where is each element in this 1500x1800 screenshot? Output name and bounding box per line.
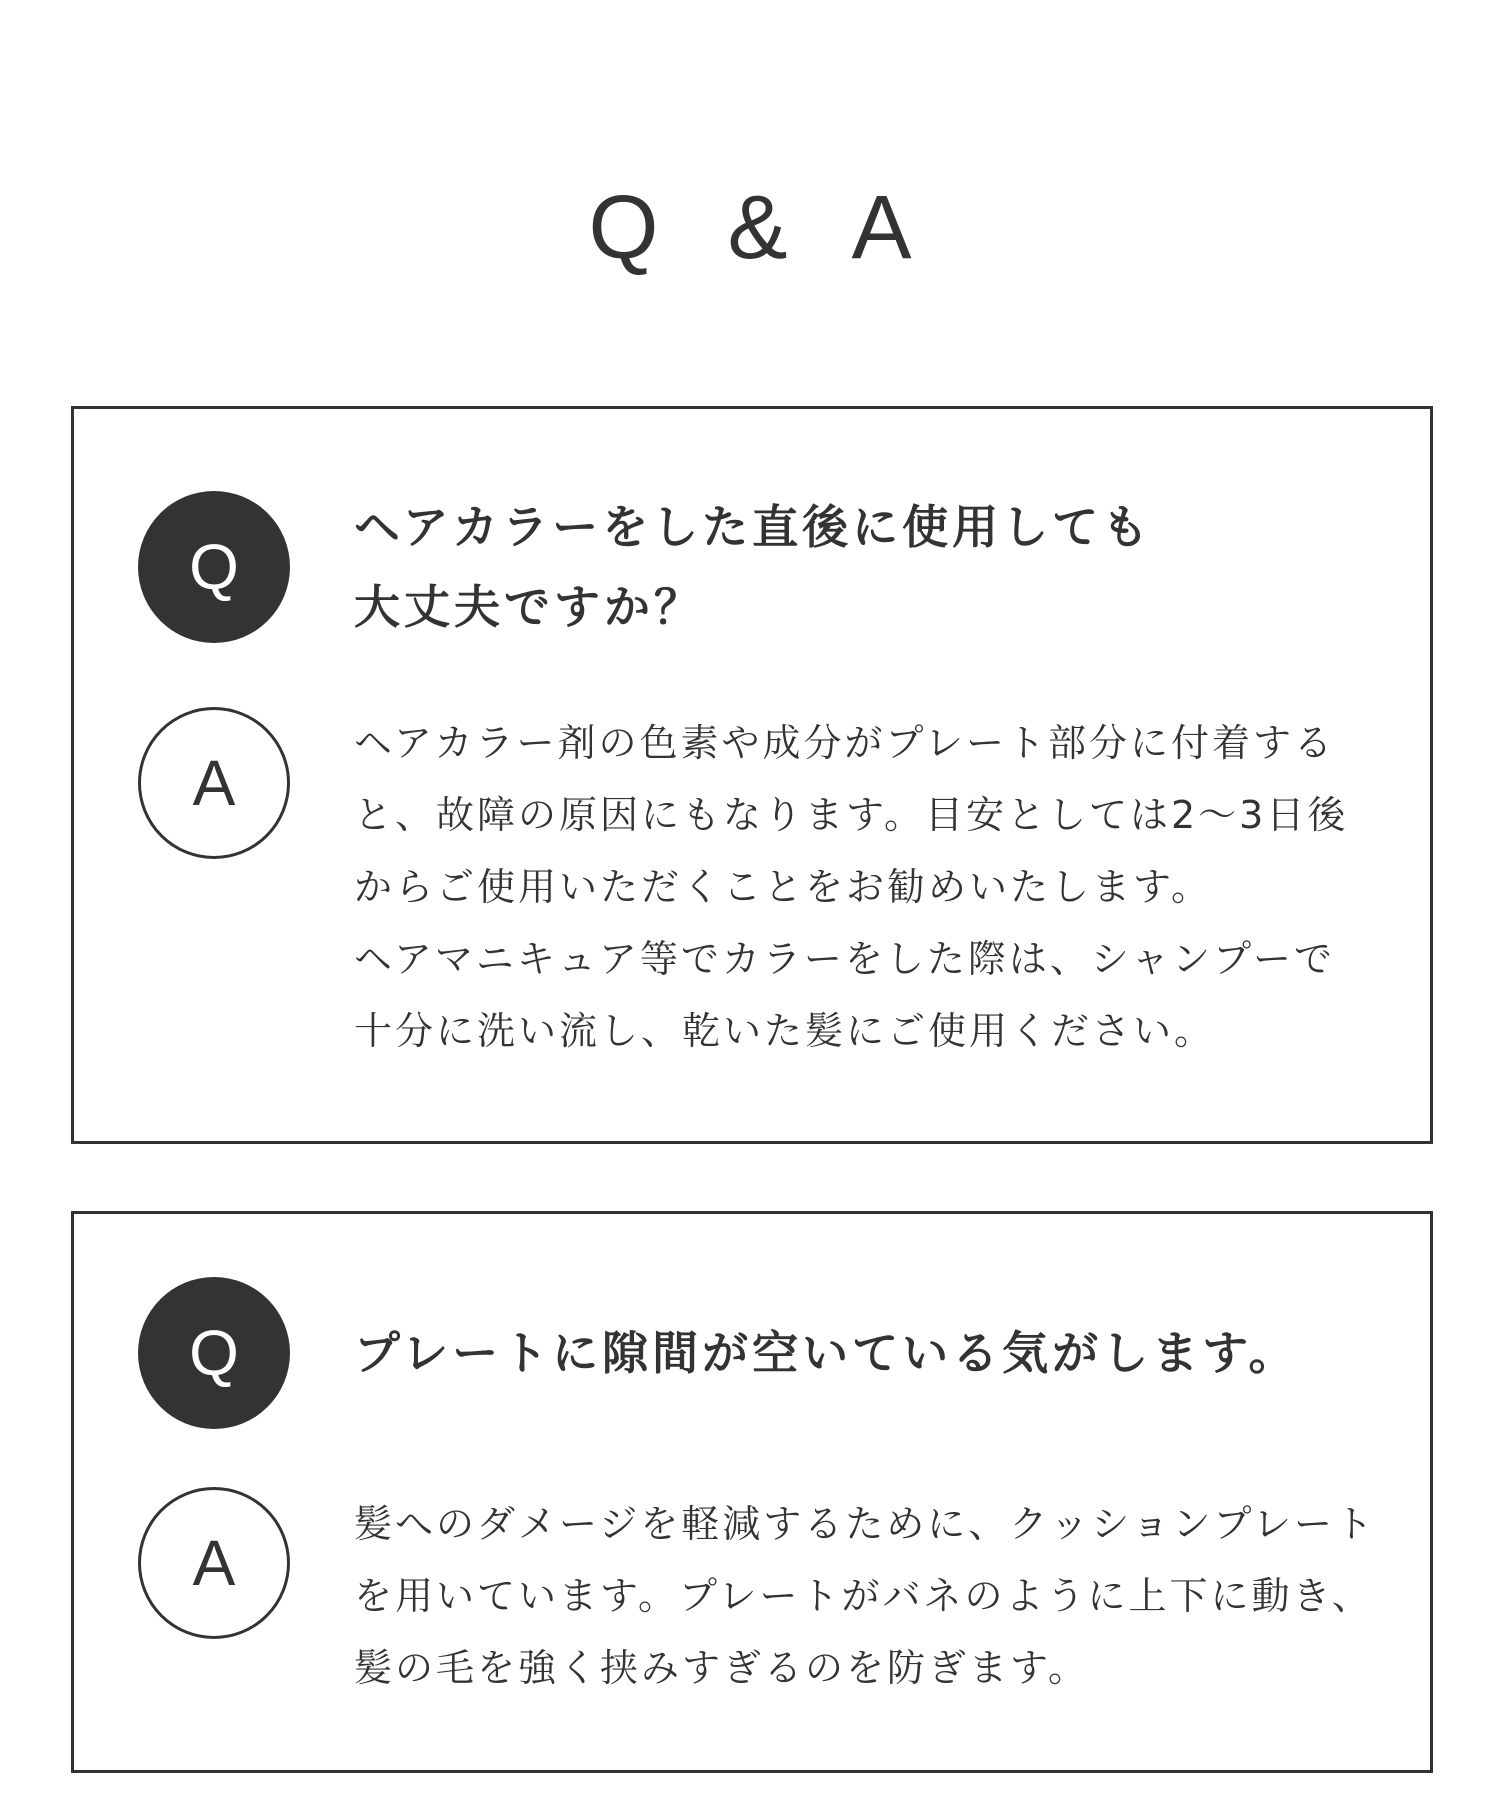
answer-line: を用いています。プレートがバネのように上下に動き、 xyxy=(354,1574,1373,1618)
question-line: ヘアカラーをした直後に使用しても xyxy=(354,500,1153,554)
question-text xyxy=(354,1313,1390,1393)
qa-card xyxy=(71,406,1433,1144)
answer-text xyxy=(354,707,1390,1067)
answer-line: からご使用いただくことをお勧めいたします。 xyxy=(354,865,1212,909)
qa-card xyxy=(71,1211,1433,1773)
answer-line: ヘアカラー剤の色素や成分がプレート部分に付着する xyxy=(354,721,1335,765)
answer-badge: A xyxy=(138,1487,290,1639)
answer-line: ヘアマニキュア等でカラーをした際は、シャンプーで xyxy=(354,937,1335,981)
answer-line: 十分に洗い流し、乾いた髪にご使用ください。 xyxy=(354,1009,1216,1053)
page-title: Q & A xyxy=(588,178,934,278)
question-badge: Q xyxy=(138,1277,290,1429)
question-badge: Q xyxy=(138,491,290,643)
answer-line: 髪へのダメージを軽減するために、クッションプレート xyxy=(354,1502,1376,1546)
answer-line: 髪の毛を強く挟みすぎるのを防ぎます。 xyxy=(354,1646,1089,1690)
answer-badge: A xyxy=(138,707,290,859)
answer-text xyxy=(354,1488,1390,1704)
question-text xyxy=(354,487,1390,647)
question-line: 大丈夫ですか？ xyxy=(354,580,704,634)
question-line: プレートに隙間が空いている気がします。 xyxy=(354,1326,1299,1380)
answer-line: と、故障の原因にもなります。目安としては2〜3日後 xyxy=(354,793,1349,837)
